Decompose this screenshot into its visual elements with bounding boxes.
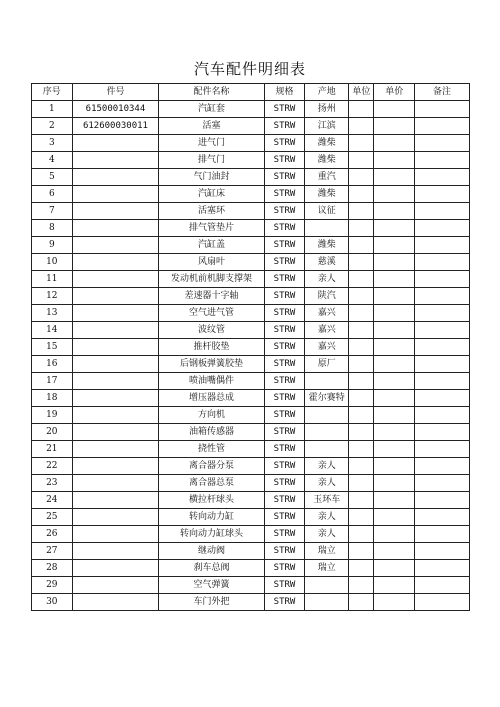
table-row [32,254,470,271]
cell-part-no [72,152,159,169]
cell-unit [349,407,374,424]
cell-spec: STRW [264,543,305,560]
cell-spec: STRW [264,169,305,186]
cell-part-no [72,458,159,475]
cell-unit [349,356,374,373]
cell-price [374,441,415,458]
cell-price [374,526,415,543]
cell-seq: 25 [32,509,73,526]
cell-seq: 13 [32,305,73,322]
cell-spec: STRW [264,509,305,526]
cell-origin [305,441,349,458]
cell-spec: STRW [264,492,305,509]
cell-note [415,152,470,169]
cell-part-no: 612600030011 [72,118,159,135]
cell-note [415,356,470,373]
cell-note [415,220,470,237]
cell-note [415,543,470,560]
table-row [32,526,470,543]
cell-seq: 26 [32,526,73,543]
cell-price [374,101,415,118]
cell-part-no [72,237,159,254]
cell-seq: 20 [32,424,73,441]
cell-unit [349,135,374,152]
cell-seq: 9 [32,237,73,254]
cell-price [374,237,415,254]
cell-origin: 潍柴 [305,152,349,169]
table-row [32,356,470,373]
cell-price [374,271,415,288]
cell-spec: STRW [264,356,305,373]
cell-name: 横拉杆球头 [159,492,264,509]
cell-name: 方向机 [159,407,264,424]
cell-origin [305,407,349,424]
cell-spec: STRW [264,152,305,169]
cell-origin: 潍柴 [305,135,349,152]
cell-seq: 6 [32,186,73,203]
cell-name: 推杆胶垫 [159,339,264,356]
cell-unit [349,271,374,288]
cell-note [415,118,470,135]
cell-spec: STRW [264,339,305,356]
cell-name: 继动阀 [159,543,264,560]
cell-note [415,492,470,509]
cell-price [374,407,415,424]
cell-note [415,101,470,118]
cell-unit [349,305,374,322]
cell-part-no [72,560,159,577]
cell-price [374,390,415,407]
table-row [32,305,470,322]
cell-name: 排气门 [159,152,264,169]
cell-seq: 23 [32,475,73,492]
cell-note [415,390,470,407]
table-row [32,152,470,169]
cell-note [415,594,470,611]
cell-note [415,424,470,441]
cell-seq: 12 [32,288,73,305]
header-unit: 单位 [349,84,374,101]
cell-unit [349,390,374,407]
cell-price [374,492,415,509]
cell-origin: 瑞立 [305,543,349,560]
cell-price [374,135,415,152]
cell-unit [349,288,374,305]
cell-spec: STRW [264,305,305,322]
table-body [32,101,470,611]
cell-unit [349,152,374,169]
cell-price [374,339,415,356]
cell-spec: STRW [264,390,305,407]
table-row [32,203,470,220]
cell-spec: STRW [264,118,305,135]
cell-note [415,135,470,152]
parts-table [31,83,470,611]
cell-part-no [72,305,159,322]
table-row [32,339,470,356]
cell-name: 差速器十字轴 [159,288,264,305]
cell-seq: 1 [32,101,73,118]
cell-seq: 29 [32,577,73,594]
cell-spec: STRW [264,424,305,441]
cell-note [415,186,470,203]
cell-origin: 江滨 [305,118,349,135]
cell-price [374,424,415,441]
cell-price [374,509,415,526]
cell-name: 车门外把 [159,594,264,611]
cell-seq: 19 [32,407,73,424]
cell-part-no [72,594,159,611]
page-title: 汽车配件明细表 [193,60,306,78]
cell-seq: 18 [32,390,73,407]
cell-unit [349,458,374,475]
cell-name: 增压器总成 [159,390,264,407]
table-row [32,407,470,424]
table-row [32,169,470,186]
table-row [32,424,470,441]
cell-part-no [72,254,159,271]
cell-note [415,237,470,254]
cell-note [415,169,470,186]
cell-part-no [72,203,159,220]
cell-name: 空气进气管 [159,305,264,322]
cell-origin: 重汽 [305,169,349,186]
cell-spec: STRW [264,458,305,475]
cell-name: 活塞 [159,118,264,135]
table-row [32,237,470,254]
cell-seq: 16 [32,356,73,373]
cell-spec: STRW [264,441,305,458]
cell-note [415,271,470,288]
cell-part-no [72,492,159,509]
cell-note [415,254,470,271]
cell-origin: 原厂 [305,356,349,373]
table-row [32,458,470,475]
table-row [32,135,470,152]
cell-seq: 3 [32,135,73,152]
cell-name: 发动机前机脚支撑架 [159,271,264,288]
cell-note [415,373,470,390]
cell-spec: STRW [264,220,305,237]
cell-part-no [72,543,159,560]
cell-origin: 嘉兴 [305,322,349,339]
cell-note [415,560,470,577]
cell-note [415,322,470,339]
cell-unit [349,577,374,594]
cell-seq: 10 [32,254,73,271]
table-row [32,475,470,492]
table-row [32,509,470,526]
cell-spec: STRW [264,526,305,543]
header-origin: 产地 [305,84,349,101]
cell-unit [349,594,374,611]
cell-origin: 慈溪 [305,254,349,271]
cell-price [374,560,415,577]
table-row [32,373,470,390]
cell-unit [349,254,374,271]
cell-note [415,407,470,424]
cell-origin: 玉环车 [305,492,349,509]
cell-seq: 17 [32,373,73,390]
cell-part-no: 61500010344 [72,101,159,118]
cell-name: 风扇叶 [159,254,264,271]
table-header-row [32,84,470,101]
cell-seq: 30 [32,594,73,611]
cell-price [374,254,415,271]
cell-part-no [72,509,159,526]
header-seq: 序号 [32,84,73,101]
cell-name: 气门油封 [159,169,264,186]
cell-unit [349,322,374,339]
cell-part-no [72,186,159,203]
cell-unit [349,118,374,135]
cell-origin: 嘉兴 [305,339,349,356]
cell-name: 离合器分泵 [159,458,264,475]
cell-origin: 亲人 [305,271,349,288]
cell-seq: 24 [32,492,73,509]
table-row [32,288,470,305]
cell-seq: 7 [32,203,73,220]
cell-note [415,203,470,220]
table-row [32,118,470,135]
cell-seq: 22 [32,458,73,475]
cell-unit [349,373,374,390]
cell-origin: 嘉兴 [305,305,349,322]
cell-origin [305,220,349,237]
cell-unit [349,492,374,509]
cell-origin: 亲人 [305,475,349,492]
cell-unit [349,169,374,186]
cell-spec: STRW [264,594,305,611]
cell-part-no [72,407,159,424]
cell-unit [349,424,374,441]
header-part-no: 件号 [72,84,159,101]
table-row [32,101,470,118]
cell-unit [349,237,374,254]
cell-origin: 霍尔赛特 [305,390,349,407]
cell-origin: 潍柴 [305,186,349,203]
cell-spec: STRW [264,407,305,424]
table-row [32,220,470,237]
cell-unit [349,560,374,577]
table-row [32,594,470,611]
header-name: 配件名称 [159,84,264,101]
cell-seq: 28 [32,560,73,577]
cell-seq: 27 [32,543,73,560]
cell-spec: STRW [264,560,305,577]
cell-name: 后钢板弹簧胶垫 [159,356,264,373]
cell-name: 空气弹簧 [159,577,264,594]
cell-seq: 21 [32,441,73,458]
cell-part-no [72,271,159,288]
cell-part-no [72,373,159,390]
cell-spec: STRW [264,203,305,220]
table-row [32,560,470,577]
cell-name: 油箱传感器 [159,424,264,441]
table-row [32,322,470,339]
table-row [32,390,470,407]
cell-unit [349,475,374,492]
cell-origin: 瑞立 [305,560,349,577]
cell-unit [349,186,374,203]
cell-note [415,441,470,458]
cell-price [374,475,415,492]
cell-price [374,458,415,475]
cell-seq: 4 [32,152,73,169]
cell-name: 活塞环 [159,203,264,220]
cell-seq: 8 [32,220,73,237]
cell-name: 波纹管 [159,322,264,339]
cell-name: 转向动力缸球头 [159,526,264,543]
table-row [32,577,470,594]
cell-name: 喷油嘴偶件 [159,373,264,390]
cell-spec: STRW [264,288,305,305]
cell-note [415,458,470,475]
cell-price [374,356,415,373]
cell-origin: 亲人 [305,458,349,475]
cell-note [415,509,470,526]
cell-name: 离合器总泵 [159,475,264,492]
cell-part-no [72,356,159,373]
cell-unit [349,543,374,560]
cell-price [374,169,415,186]
cell-name: 汽缸套 [159,101,264,118]
cell-origin: 扬州 [305,101,349,118]
cell-unit [349,509,374,526]
cell-origin [305,373,349,390]
table-row [32,441,470,458]
cell-part-no [72,339,159,356]
cell-name: 进气门 [159,135,264,152]
cell-part-no [72,322,159,339]
cell-spec: STRW [264,475,305,492]
cell-price [374,220,415,237]
cell-price [374,543,415,560]
cell-note [415,288,470,305]
cell-seq: 15 [32,339,73,356]
cell-price [374,152,415,169]
cell-unit [349,526,374,543]
cell-origin: 亲人 [305,509,349,526]
cell-unit [349,203,374,220]
cell-price [374,322,415,339]
cell-origin: 亲人 [305,526,349,543]
cell-part-no [72,390,159,407]
cell-price [374,373,415,390]
cell-price [374,186,415,203]
cell-spec: STRW [264,135,305,152]
cell-seq: 14 [32,322,73,339]
cell-note [415,339,470,356]
cell-origin: 潍柴 [305,237,349,254]
cell-price [374,288,415,305]
cell-name: 排气管垫片 [159,220,264,237]
cell-part-no [72,526,159,543]
cell-price [374,203,415,220]
cell-unit [349,339,374,356]
cell-origin [305,594,349,611]
cell-origin [305,424,349,441]
cell-seq: 2 [32,118,73,135]
cell-price [374,594,415,611]
cell-price [374,577,415,594]
cell-part-no [72,135,159,152]
cell-name: 挠性管 [159,441,264,458]
table-row [32,186,470,203]
cell-origin [305,577,349,594]
table-row [32,492,470,509]
cell-note [415,526,470,543]
cell-part-no [72,577,159,594]
header-price: 单价 [374,84,415,101]
cell-spec: STRW [264,373,305,390]
cell-note [415,475,470,492]
cell-part-no [72,424,159,441]
cell-note [415,577,470,594]
cell-price [374,305,415,322]
cell-spec: STRW [264,271,305,288]
table-row [32,543,470,560]
cell-name: 汽缸床 [159,186,264,203]
cell-origin: 议征 [305,203,349,220]
cell-part-no [72,475,159,492]
cell-origin: 陕汽 [305,288,349,305]
cell-spec: STRW [264,186,305,203]
cell-spec: STRW [264,577,305,594]
cell-seq: 5 [32,169,73,186]
cell-spec: STRW [264,322,305,339]
cell-spec: STRW [264,237,305,254]
cell-spec: STRW [264,101,305,118]
table-row [32,271,470,288]
cell-price [374,118,415,135]
cell-unit [349,101,374,118]
cell-part-no [72,169,159,186]
cell-note [415,305,470,322]
cell-part-no [72,220,159,237]
cell-name: 转向动力缸 [159,509,264,526]
header-spec: 规格 [264,84,305,101]
cell-spec: STRW [264,254,305,271]
cell-unit [349,441,374,458]
cell-name: 刹车总阀 [159,560,264,577]
cell-part-no [72,441,159,458]
cell-seq: 11 [32,271,73,288]
cell-part-no [72,288,159,305]
cell-name: 汽缸盖 [159,237,264,254]
header-note: 备注 [415,84,470,101]
cell-unit [349,220,374,237]
